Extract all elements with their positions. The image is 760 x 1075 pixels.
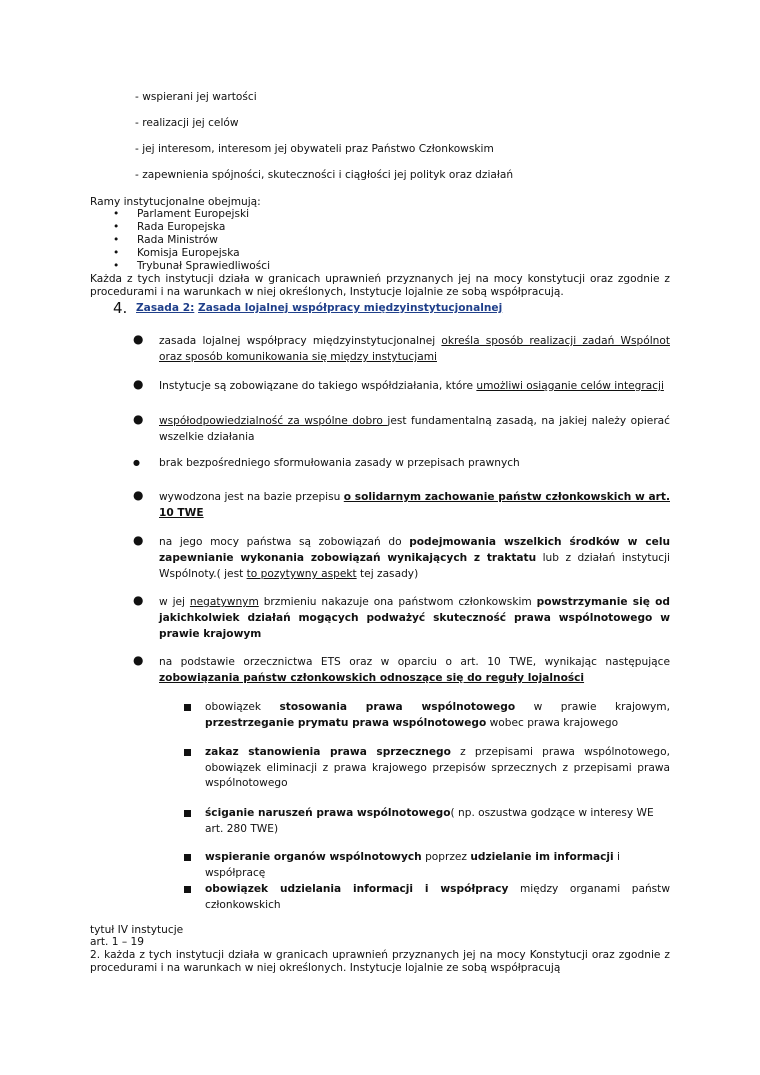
section-label: Zasada 2: [136, 302, 195, 314]
subitem-paragraph-2: zakaz stanowienia prawa sprzecznego z przepisami prawa wspólnotowego, obowiązek eliminacji z prawa krajowego przepisów sprzecznych z przepisami prawa wspólnotowego [205, 746, 670, 789]
bullet-paragraph-2: Instytucje są zobowiązane do takiego współdziałania, które umożliwi osiąganie celów integracji [159, 380, 664, 392]
bullet-icon: ● [133, 653, 144, 667]
list-item: • Komisja Europejska [113, 247, 240, 259]
bullet-icon: ● [133, 533, 144, 547]
institutions-intro: Ramy instytucjonalne obejmują: [90, 196, 261, 208]
bullet-paragraph-5: wywodzona jest na bazie przepisu o solidarnym zachowanie państw członkowskich w art. 10 TWE [159, 491, 670, 519]
bullet-icon: ● [133, 412, 144, 426]
section-number: 4. [113, 299, 128, 317]
subitem-paragraph-4: wspieranie organów wspólnotowych poprzez udzielanie im informacji i współpracę [205, 851, 620, 879]
bullet-icon: ● [133, 458, 140, 467]
bullet-paragraph-3: współodpowiedzialność za wspólne dobro jest fundamentalną zasadą, na jakiej należy opierać wszelkie działania [159, 415, 670, 443]
list-item: • Trybunał Sprawiedliwości [113, 260, 271, 272]
square-bullet-icon [184, 810, 191, 817]
subitem-paragraph-1: obowiązek stosowania prawa wspólnotowego w prawie krajowym, przestrzeganie prymatu prawa wspólnotowego wobec prawa krajowego [205, 701, 670, 729]
bullet-paragraph-1: zasada lojalnej współpracy międzyinstytucjonalnej określa sposób realizacji zadań Wspólnot oraz sposób komunikowania się między instytucjami [159, 335, 670, 363]
dash-item-values: - wspierani jej wartości [135, 91, 257, 103]
bullet-icon: • [113, 247, 120, 259]
subitem-paragraph-5: obowiązek udzielania informacji i współpracy między organami państw członkowskich [205, 883, 670, 911]
bullet-icon: • [113, 208, 120, 220]
footer-article-range: art. 1 – 19 [90, 936, 144, 948]
dash-item-interests: - jej interesom, interesom jej obywateli praz Państwo Członkowskim [135, 143, 494, 155]
footer-paragraph: 2. każda z tych instytucji działa w granicach uprawnień przyznanych jej na mocy Konstytucji oraz zgodnie z procedurami i na warunkach w niej określonych. Instytucje lojalnie ze sobą współpracują [90, 949, 670, 974]
dash-item-goals: - realizacji jej celów [135, 117, 239, 129]
bullet-paragraph-8: na podstawie orzecznictwa ETS oraz w oparciu o art. 10 TWE, wynikając następujące zobowiązania państw członkowskich odnoszące się do reguły lojalności [159, 656, 670, 684]
institutions-closing: Każda z tych instytucji działa w granicach uprawnień przyznanych jej na mocy konstytucji oraz zgodnie z procedurami i na warunkach w niej określonych, Instytucje lojalnie ze sobą współpracują. [90, 273, 670, 298]
square-bullet-icon [184, 749, 191, 756]
bullet-icon: ● [133, 488, 144, 502]
bullet-icon: • [113, 234, 120, 246]
footer-title: tytuł IV instytucje [90, 924, 184, 936]
dash-item-coherence: - zapewnienia spójności, skuteczności i ciągłości jej polityk oraz działań [135, 169, 514, 181]
list-item: • Rada Europejska [113, 221, 226, 233]
subitem-paragraph-3: ściganie naruszeń prawa wspólnotowego( np. oszustwa godzące w interesy WE art. 280 TWE) [205, 807, 654, 835]
list-item: • Rada Ministrów [113, 234, 218, 246]
section-title: Zasada lojalnej współpracy międzyinstytucjonalnej [198, 302, 503, 314]
square-bullet-icon [184, 704, 191, 711]
bullet-paragraph-6: na jego mocy państwa są zobowiązań do podejmowania wszelkich środków w celu zapewnianie wykonania zobowiązań wynikających z traktatu lub z działań instytucji Wspólnoty.( jest to pozytywny aspekt tej zasady) [159, 536, 671, 580]
bullet-paragraph-7: w jej negatywnym brzmieniu nakazuje ona państwom członkowskim powstrzymanie się od jakichkolwiek działań mogących podważyć skuteczność prawa wspólnotowego w prawie krajowym [159, 596, 670, 640]
square-bullet-icon [184, 854, 191, 861]
institutions-list [113, 208, 270, 273]
bullet-icon: • [113, 221, 120, 233]
bullet-icon: ● [133, 593, 144, 607]
bullet-icon: ● [133, 377, 144, 391]
bullet-paragraph-4: brak bezpośredniego sformułowania zasady w przepisach prawnych [159, 457, 520, 469]
section-heading [136, 302, 502, 314]
bullet-icon: • [113, 260, 120, 272]
square-bullet-icon [184, 886, 191, 893]
bullet-icon: ● [133, 332, 144, 346]
list-item: • Parlament Europejski [113, 208, 250, 220]
